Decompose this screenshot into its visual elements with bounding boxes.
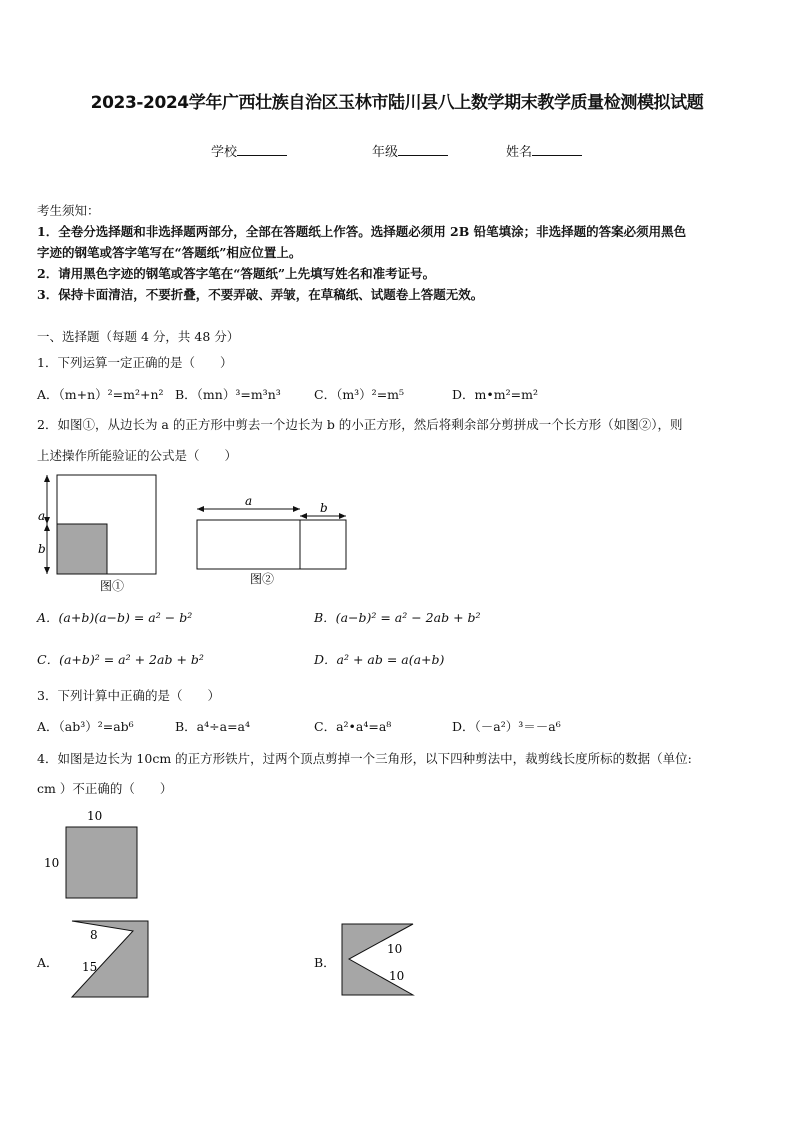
q2-option-c[interactable]: C．(a+b)² = a² + 2ab + b² (37, 652, 204, 667)
q2-option-a[interactable]: A．(a+b)(a−b) = a² − b² (37, 610, 193, 625)
name-label: 姓名 (506, 145, 533, 160)
notice-heading: 考生须知： (37, 203, 100, 218)
fig1-a-label: a (38, 509, 46, 523)
option-b-label-1: 10 (387, 942, 403, 956)
notice-line-4: 3．保持卡面清洁，不要折叠，不要弄破、弄皱，在草稿纸、试题卷上答题无效。 (37, 287, 484, 302)
name-field[interactable] (506, 141, 582, 160)
option-a-label-15: 15 (82, 960, 98, 974)
q1-option-d[interactable]: D．m•m²=m² (452, 387, 538, 402)
q2-stem-line-2: 上述操作所能验证的公式是（ ） (37, 448, 238, 463)
q4-option-b-label[interactable]: B． (314, 955, 336, 970)
option-b-label-2: 10 (389, 969, 405, 983)
school-field[interactable] (211, 141, 287, 160)
q4-stem-line-2: cm ）不正确的（ ） (37, 781, 173, 796)
q1-option-b[interactable]: B．（mn）³=m³n³ (175, 387, 281, 402)
grade-label: 年级 (372, 145, 399, 160)
fig2-caption: 图② (250, 572, 275, 586)
cut-shape-a (72, 921, 148, 997)
fig2-a-label: a (245, 494, 253, 508)
q4-option-a-label[interactable]: A． (37, 955, 59, 970)
q4-option-b-figure[interactable] (336, 918, 422, 1004)
square-plate (66, 827, 137, 898)
square-top-label: 10 (87, 809, 103, 823)
fig1-caption: 图① (100, 579, 125, 593)
cut-shape-b (342, 924, 413, 995)
notice-line-1: 1．全卷分选择题和非选择题两部分，全部在答题纸上作答。选择题必须用 2B 铅笔填涂；非选择题的答案必须用黑色 (37, 224, 687, 239)
q4-stem-line-1: 4．如图是边长为 10cm 的正方形铁片，过两个顶点剪掉一个三角形，以下四种剪法中，裁剪线长度所标的数据（单位: (37, 751, 692, 766)
q2-option-d[interactable]: D．a² + ab = a(a+b) (314, 652, 445, 667)
fig1-b-label: b (38, 542, 46, 556)
q2-figure-1 (30, 468, 170, 596)
school-label: 学校 (211, 145, 238, 160)
rectangle (197, 520, 346, 569)
fig2-b-label: b (320, 501, 328, 515)
grade-field[interactable] (372, 141, 448, 160)
q4-square-figure (38, 805, 148, 905)
q1-stem: 1．下列运算一定正确的是（ ） (37, 355, 233, 370)
q1-option-a[interactable]: A．（m+n）²=m²+n² (37, 387, 164, 402)
q1-option-c[interactable]: C．（m³）²=m⁵ (314, 387, 405, 402)
q3-option-b[interactable]: B．a⁴÷a=a⁴ (175, 719, 251, 734)
q2-option-b[interactable]: B．(a−b)² = a² − 2ab + b² (314, 610, 481, 625)
q4-option-a-figure[interactable] (66, 915, 156, 1005)
q3-stem: 3．下列计算中正确的是（ ） (37, 688, 220, 703)
q3-option-d[interactable]: D．（－a²）³＝－a⁶ (452, 719, 561, 734)
square-left-label: 10 (44, 856, 60, 870)
option-a-label-8: 8 (90, 928, 98, 942)
section-heading: 一、选择题（每题 4 分，共 48 分） (37, 329, 240, 344)
q3-option-c[interactable]: C．a²•a⁴=a⁸ (314, 719, 392, 734)
notice-line-2: 字迹的钢笔或答字笔写在“答题纸”相应位置上。 (37, 245, 302, 260)
q3-option-a[interactable]: A．（ab³）²=ab⁶ (37, 719, 134, 734)
notice-line-3: 2．请用黑色字迹的钢笔或答字笔在“答题纸”上先填写姓名和准考证号。 (37, 266, 436, 281)
page-title: 2023-2024学年广西壮族自治区玉林市陆川县八上数学期末教学质量检测模拟试题 (90, 93, 704, 113)
q2-figure-2 (190, 490, 355, 590)
small-square (57, 524, 107, 574)
q2-stem-line-1: 2．如图①，从边长为 a 的正方形中剪去一个边长为 b 的小正方形，然后将剩余部分剪拼成一个长方形（如图②），则 (37, 417, 683, 432)
